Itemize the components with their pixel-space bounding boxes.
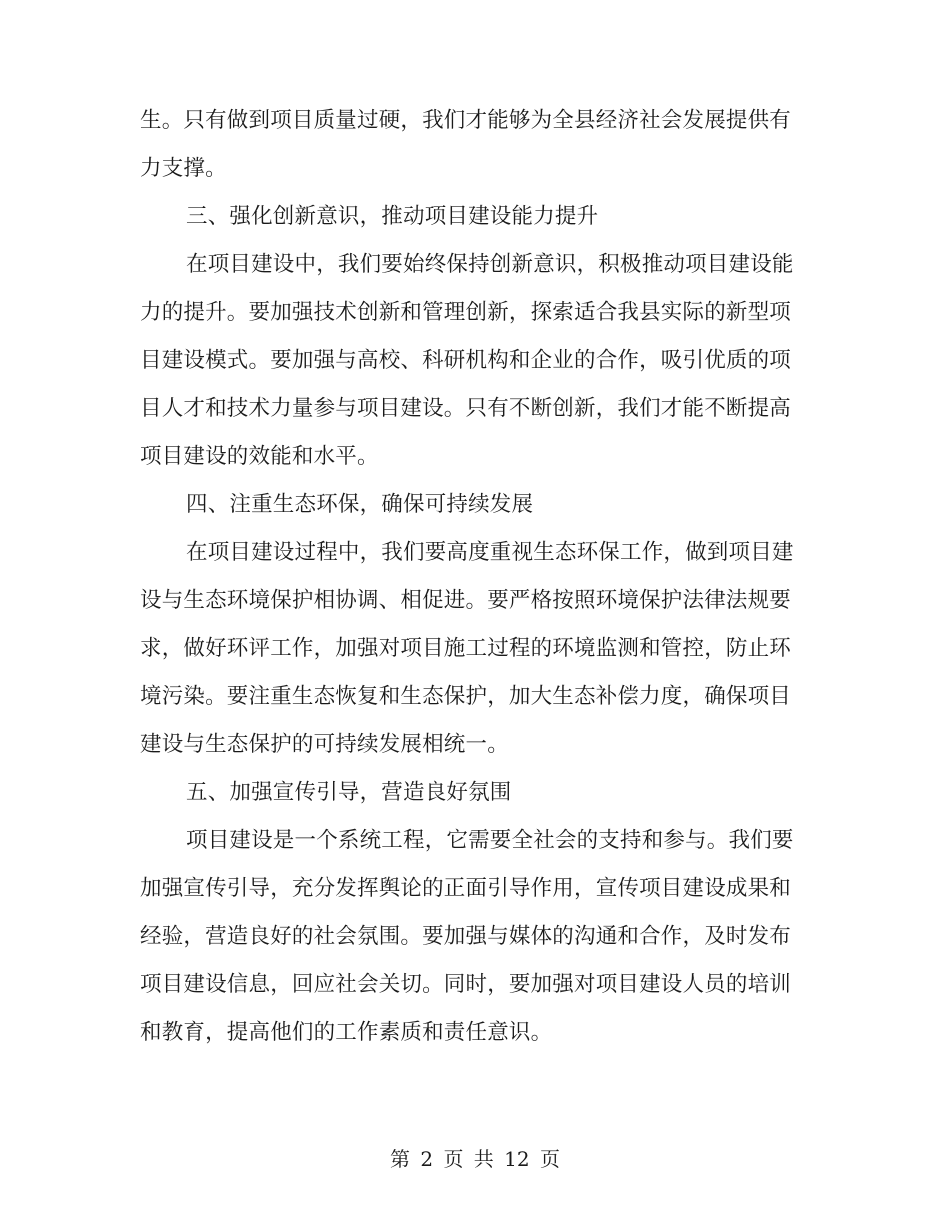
text-line-19: 项目建设信息，回应社会关切。同时，要加强对项目建设人员的培训 <box>140 972 792 997</box>
text-line-5: 力的提升。要加强技术创新和管理创新，探索适合我县实际的新型项 <box>140 300 792 325</box>
text-line-10: 在项目建设过程中，我们要高度重视生态环保工作，做到项目建 <box>186 540 794 565</box>
document-body <box>140 97 812 1057</box>
section-heading-5: 五、加强宣传引导，营造良好氛围 <box>186 780 512 805</box>
text-line-4: 在项目建设中，我们要始终保持创新意识，积极推动项目建设能 <box>186 252 794 277</box>
text-line-12: 求，做好环评工作，加强对项目施工过程的环境监测和管控，防止环 <box>140 636 792 661</box>
text-line-7: 目人才和技术力量参与项目建设。只有不断创新，我们才能不断提高 <box>140 396 792 421</box>
text-line-17: 加强宣传引导，充分发挥舆论的正面引导作用，宣传项目建设成果和 <box>140 876 792 901</box>
section-heading-3: 三、强化创新意识，推动项目建设能力提升 <box>186 204 599 229</box>
text-line-1: 生。只有做到项目质量过硬，我们才能够为全县经济社会发展提供有 <box>140 108 792 133</box>
text-line-16: 项目建设是一个系统工程，它需要全社会的支持和参与。我们要 <box>186 828 794 853</box>
text-line-18: 经验，营造良好的社会氛围。要加强与媒体的沟通和合作，及时发布 <box>140 924 792 949</box>
text-line-6: 目建设模式。要加强与高校、科研机构和企业的合作，吸引优质的项 <box>140 348 792 373</box>
text-line-13: 境污染。要注重生态恢复和生态保护，加大生态补偿力度，确保项目 <box>140 684 792 709</box>
text-line-2: 力支撑。 <box>140 156 227 181</box>
text-line-20: 和教育，提高他们的工作素质和责任意识。 <box>140 1020 553 1045</box>
text-line-14: 建设与生态保护的可持续发展相统一。 <box>140 732 509 757</box>
page-number-footer: 第 2 页 共 12 页 <box>390 1147 560 1171</box>
text-line-8: 项目建设的效能和水平。 <box>140 444 379 469</box>
section-heading-4: 四、注重生态环保，确保可持续发展 <box>186 492 534 517</box>
text-line-11: 设与生态环境保护相协调、相促进。要严格按照环境保护法律法规要 <box>140 588 792 613</box>
